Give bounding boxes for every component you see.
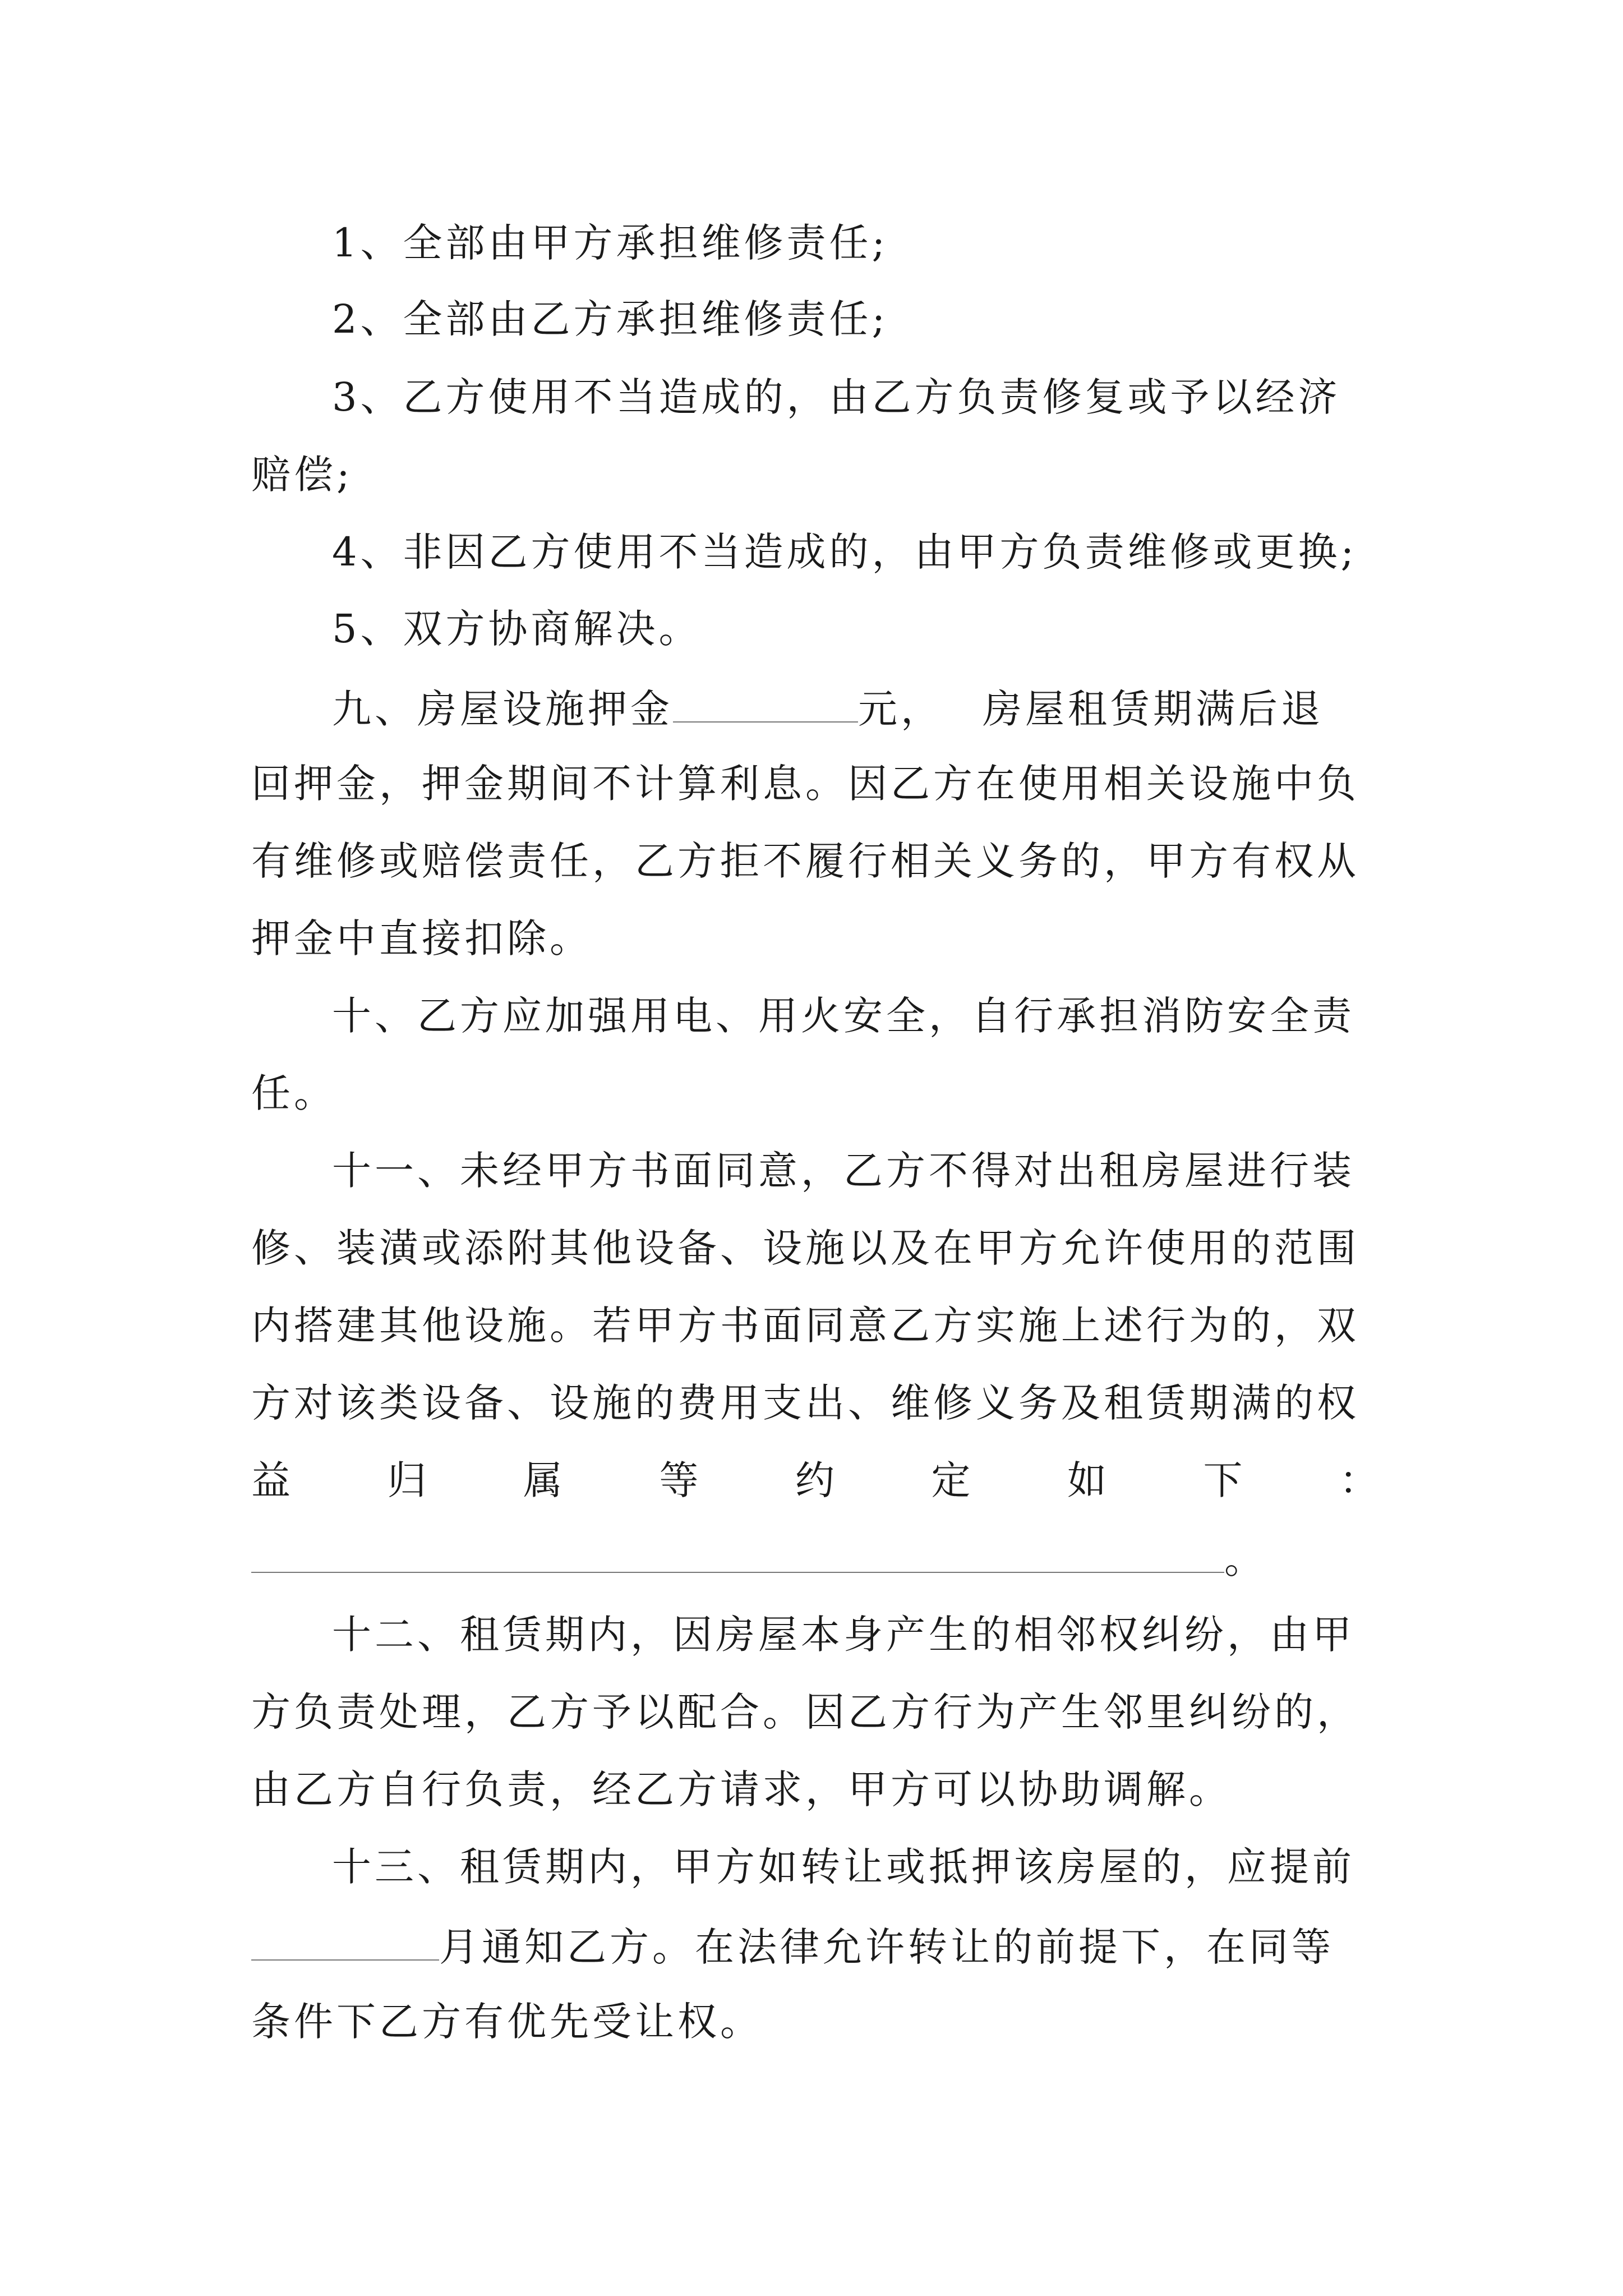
deposit-amount-blank[interactable] [673,687,858,723]
clause-12-line-2: 方负责处理，乙方予以配合。因乙方行为产生邻里纠纷的， [251,1689,1359,1735]
clause-9-suffix: 房屋租赁期满后退 [983,686,1324,732]
clause-10-line-1: 十、乙方应加强用电、用火安全，自行承担消防安全责 [332,993,1355,1039]
clause-9-prefix: 九、房屋设施押金 [332,686,673,732]
clause-9-line-4: 押金中直接扣除。 [251,915,592,961]
repair-option-3: 3、乙方使用不当造成的，由乙方负责修复或予以经济 [332,374,1341,420]
clause-11-line-5 [251,1457,1378,1503]
clause-9-unit: 元， [858,686,943,732]
clause-13-line-2-text: 月通知乙方。在法律允许转让的前提下，在同等 [439,1924,1334,1970]
repair-option-2: 2、全部由乙方承担维修责任; [332,296,889,342]
clause-11-end-mark: 。 [1224,1536,1267,1582]
clause-11-char: ： [1339,1457,1378,1503]
clause-9-line-2: 回押金，押金期间不计算利息。因乙方在使用相关设施中负 [251,761,1359,807]
clause-12-line-3: 由乙方自行负责，经乙方请求，甲方可以协助调解。 [251,1766,1232,1812]
repair-option-5: 5、双方协商解决。 [332,606,702,652]
clause-13-line-2 [251,1924,1378,1970]
notice-months-blank[interactable] [251,1925,439,1961]
clause-11-char: 归 [387,1457,427,1503]
clause-12-line-1: 十二、租赁期内，因房屋本身产生的相邻权纠纷，由甲 [332,1612,1355,1658]
clause-11-line-6 [251,1536,1378,1582]
clause-11-char: 益 [251,1457,291,1503]
repair-option-1: 1、全部由甲方承担维修责任; [332,220,889,266]
clause-11-line-2: 修、装潢或添附其他设备、设施以及在甲方允许使用的范围 [251,1225,1359,1271]
repair-option-4: 4、非因乙方使用不当造成的，由甲方负责维修或更换; [332,529,1358,575]
clause-9-line-1 [332,686,1459,732]
clause-11-char: 定 [931,1457,971,1503]
agreement-terms-blank[interactable] [251,1537,1224,1573]
clause-13-line-1: 十三、租赁期内，甲方如转让或抵押该房屋的，应提前 [332,1844,1355,1890]
clause-10-line-2: 任。 [251,1070,336,1116]
clause-11-char: 属 [523,1457,562,1503]
clause-13-line-3: 条件下乙方有优先受让权。 [251,1999,763,2045]
clause-11-char: 下 [1203,1457,1243,1503]
clause-11-char: 约 [795,1457,834,1503]
clause-11-line-3: 内搭建其他设施。若甲方书面同意乙方实施上述行为的，双 [251,1303,1359,1349]
clause-11-char: 等 [659,1457,699,1503]
repair-option-3-cont: 赔偿; [251,452,353,498]
clause-11-char: 如 [1067,1457,1106,1503]
clause-11-line-4: 方对该类设备、设施的费用支出、维修义务及租赁期满的权 [251,1380,1359,1426]
clause-11-line-1: 十一、未经甲方书面同意，乙方不得对出租房屋进行装 [332,1148,1355,1194]
clause-11-spread-text [251,1457,1378,1503]
clause-9-line-3: 有维修或赔偿责任，乙方拒不履行相关义务的，甲方有权从 [251,838,1359,884]
